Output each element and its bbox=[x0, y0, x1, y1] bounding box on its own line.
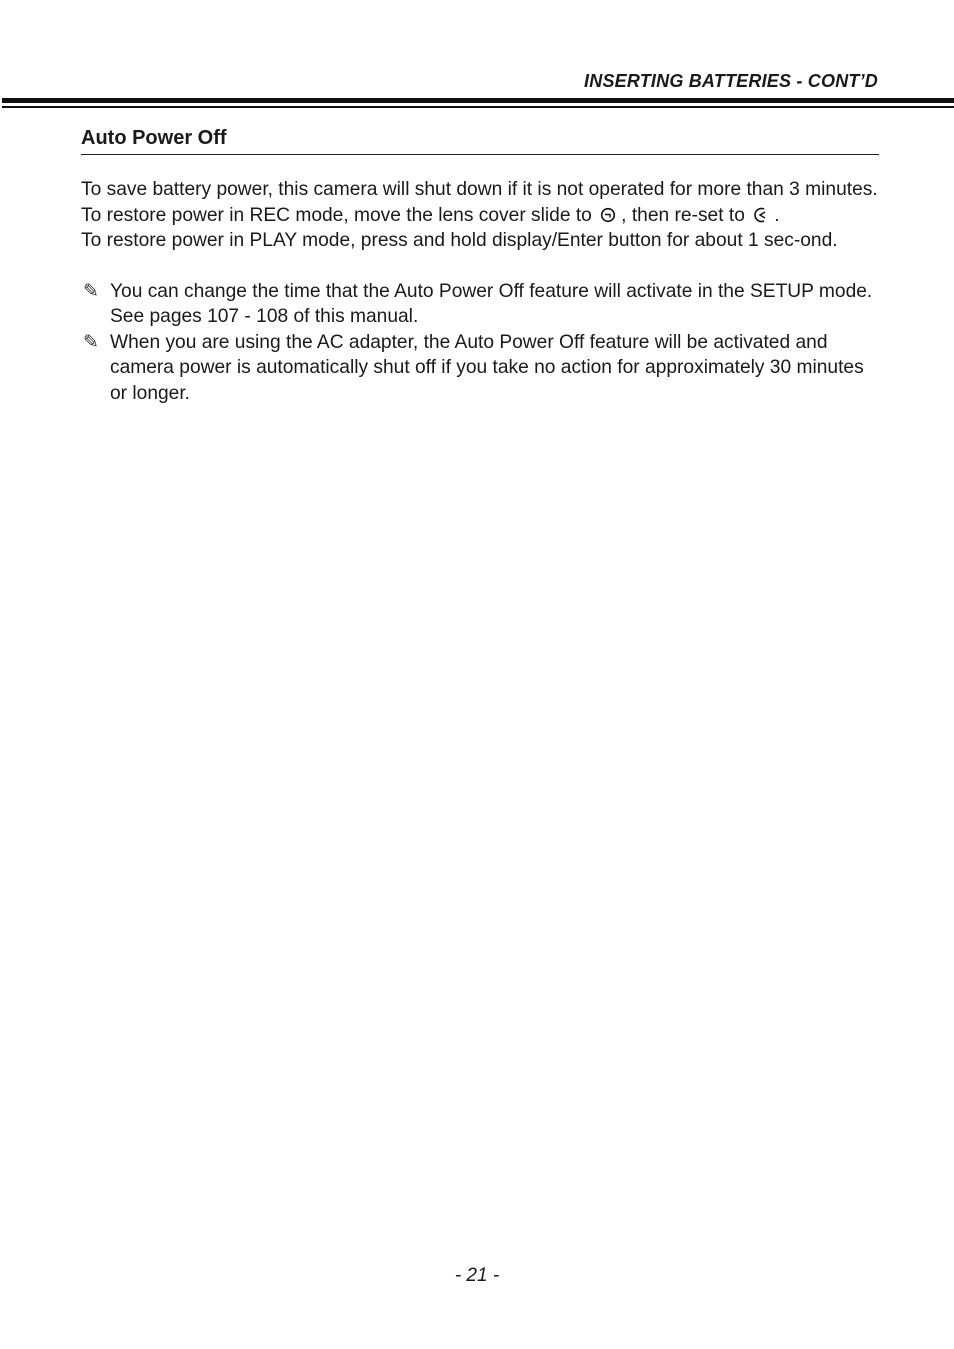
pencil-note-icon: ✎ bbox=[83, 331, 99, 353]
paragraph-auto-off: To save battery power, this camera will shut down if it is not operated for more than 3 minutes. bbox=[81, 179, 878, 200]
header-rule-thick bbox=[2, 98, 954, 103]
pencil-note-icon: ✎ bbox=[83, 280, 99, 302]
header-rule-thin bbox=[2, 106, 954, 108]
paragraph-play-mode: To restore power in PLAY mode, press and hold display/Enter button for about 1 sec-ond. bbox=[81, 230, 838, 251]
paragraph-rec-mode-text-2: , then re-set to bbox=[621, 204, 751, 226]
page-number: - 21 - bbox=[454, 1265, 500, 1286]
note-text: When you are using the AC adapter, the Auto Power Off feature will be activated and camera power is automatically shut off if you take no action for approximately 30 minutes or longer. bbox=[110, 331, 864, 404]
section-rule bbox=[81, 154, 879, 155]
note-item bbox=[81, 279, 881, 330]
note-item bbox=[81, 330, 881, 407]
note-text: You can change the time that the Auto Power Off feature will activate in the SETUP mode. See pages 107 - 108 of this manual. bbox=[110, 280, 873, 327]
power-off-mode-icon bbox=[599, 206, 619, 224]
rec-mode-icon bbox=[752, 206, 772, 224]
body-text bbox=[81, 177, 881, 406]
paragraph-rec-mode-text-3: . bbox=[774, 204, 780, 226]
paragraph-gap bbox=[81, 254, 881, 279]
section-title: Auto Power Off bbox=[81, 127, 227, 149]
paragraph-rec-mode-text-1: To restore power in REC mode, move the lens cover slide to bbox=[81, 204, 598, 226]
paragraph-rec-mode bbox=[81, 203, 881, 229]
running-header-title: INSERTING BATTERIES - CONT’D bbox=[584, 71, 878, 91]
